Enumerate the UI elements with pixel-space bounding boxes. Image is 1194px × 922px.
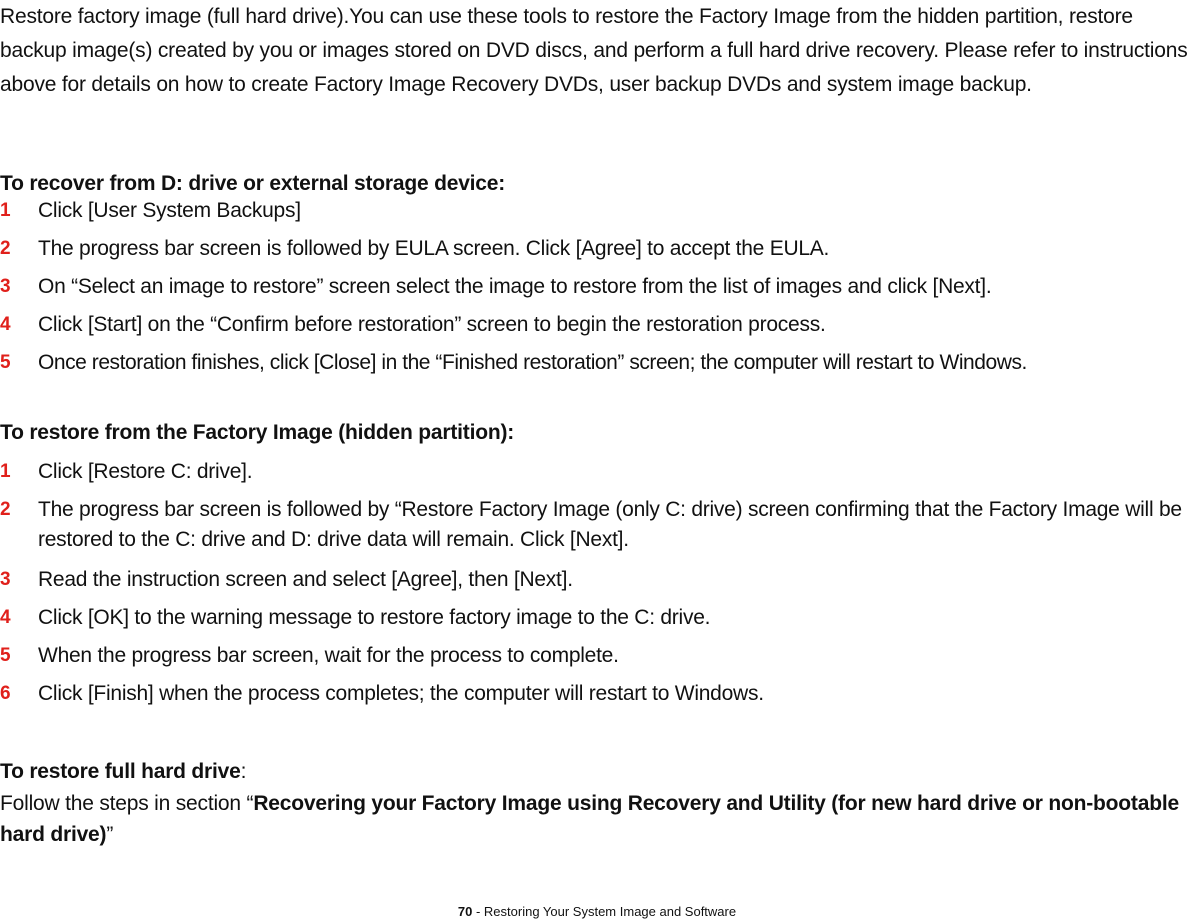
step-number: 4 [0,314,11,335]
step-number: 4 [0,607,11,628]
instructions-section-reference: Recovering your Factory Image using Recovery and Utility (for new hard drive or non-bootable hard drive) [0,792,1179,846]
section-heading-colon: : [240,760,247,783]
step-text: Once restoration finishes, click [Close] in the “Finished restoration” screen; the computer will restart to Windows. [38,351,1027,374]
list-item [0,310,1194,348]
step-text: When the progress bar screen, wait for the process to complete. [38,644,619,667]
step-text: The progress bar screen is followed by EULA screen. Click [Agree] to accept the EULA. [38,237,830,260]
footer-title: Restoring Your System Image and Software [483,904,737,919]
list-item [0,457,1194,495]
section-heading-restore-factory-image: To restore from the Factory Image (hidden partition): [0,421,515,444]
step-number: 3 [0,569,11,590]
step-number: 6 [0,683,11,704]
instructions-prefix: Follow the steps in section “ [0,792,254,815]
page-footer [0,903,1194,921]
list-item [0,196,1194,234]
step-text: On “Select an image to restore” screen select the image to restore from the list of images and click [Next]. [38,275,992,298]
step-number: 2 [0,499,11,520]
list-item [0,641,1194,679]
full-hard-drive-instructions [0,788,1190,850]
list-item [0,565,1194,603]
section-heading-text: To restore full hard drive [0,760,241,783]
list-item [0,495,1184,565]
step-text: The progress bar screen is followed by “Restore Factory Image (only C: drive) screen confirming that the Factory Image will be restored to the C: drive and D: drive data will remain. Click [Next]. [38,498,1182,551]
section-heading-restore-full-hard-drive [0,758,246,786]
intro-paragraph: Restore factory image (full hard drive).You can use these tools to restore the Factory Image from the hidden partition, restore backup image(s) created by you or images stored on DVD discs, and perform a full hard drive recovery. Please refer to instructions above for details on how to create Factory Image Recovery DVDs, user backup DVDs and system image backup. [0,5,1188,96]
list-item [0,272,1194,310]
step-number: 5 [0,645,11,666]
list-item [0,234,1194,272]
step-text: Click [Restore C: drive]. [38,460,253,483]
step-text: Read the instruction screen and select [Agree], then [Next]. [38,568,573,591]
section-heading-recover-d-drive: To recover from D: drive or external storage device: [0,172,506,195]
step-number: 1 [0,200,11,221]
step-text: Click [User System Backups] [38,199,301,222]
steps-list-recover-d-drive [0,196,1194,386]
step-text: Click [Finish] when the process completes; the computer will restart to Windows. [38,682,764,705]
page-number: 70 [457,904,473,919]
footer-separator: - [472,904,484,919]
step-number: 3 [0,276,11,297]
step-number: 5 [0,352,11,373]
instructions-suffix: ” [106,823,114,846]
list-item [0,603,1194,641]
steps-list-restore-factory-image [0,457,1194,717]
list-item [0,679,1194,717]
step-text: Click [Start] on the “Confirm before restoration” screen to begin the restoration process. [38,313,826,336]
list-item [0,348,1194,386]
step-number: 1 [0,461,11,482]
step-text: Click [OK] to the warning message to restore factory image to the C: drive. [38,606,711,629]
step-number: 2 [0,238,11,259]
